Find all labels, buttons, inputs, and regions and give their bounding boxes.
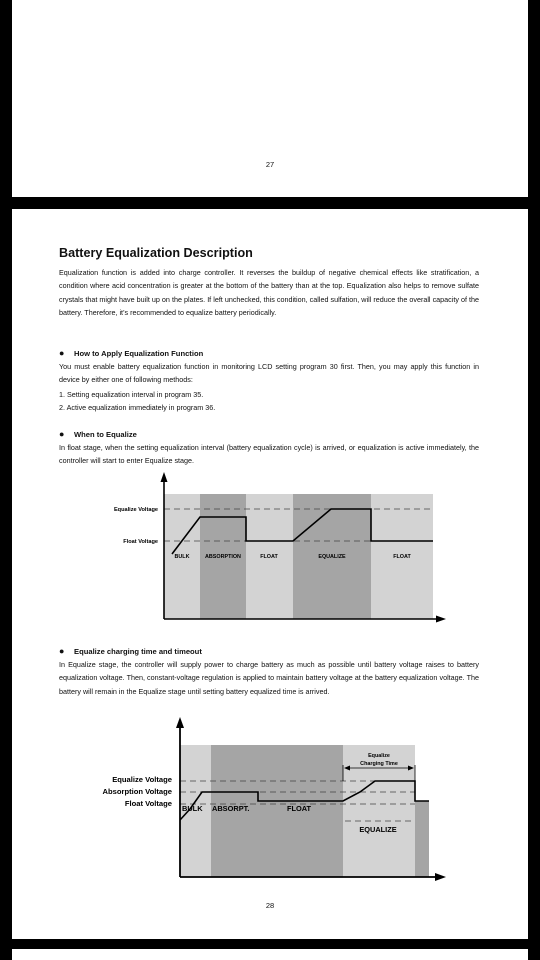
stage-label-float: FLOAT (260, 554, 278, 560)
y-axis-arrow-icon (161, 472, 168, 482)
when-to-equalize-paragraph: In float stage, when the setting equalization interval (battery equalization cycle) is arrived, or equalization is active immediately, the controller will start to enter Equalize stage. (59, 443, 479, 466)
stage-label-bulk: BULK (174, 554, 190, 560)
charging-time-paragraph: In Equalize stage, the controller will supply power to charge battery as much as possible until battery voltage raises to battery equalization voltage. Then, constant-voltage regulation is applied to maintain battery voltage at the battery equalization voltage. The battery will remain in the Equalize stage until setting battery equalized time is arrived. (59, 660, 479, 696)
y2-label-equalize-voltage: Equalize Voltage (112, 775, 172, 784)
how-to-apply-paragraph: You must enable battery equalization function in monitoring LCD setting program 30 first. Then, you may apply this function in device by either one of following methods: (59, 362, 479, 385)
bullet-heading-text: When to Equalize (74, 430, 137, 439)
x-axis-arrow-icon (436, 616, 446, 623)
intro-paragraph: Equalization function is added into charge controller. It reverses the buildup of negative chemical effects like stratification, a condition where acid concentration is greater at the bottom of the battery than at the top. Equalization also helps to remove sulfate crystals that might have built up on the plates. If left unchecked, this condition, called sulfation, will reduce the overall capacity of the battery. Therefore, it’s recommended to equalize battery periodically. (59, 268, 479, 318)
stage-label-equalize: EQUALIZE (318, 554, 346, 560)
stage2-label-float: FLOAT (286, 804, 312, 813)
diagram-equalize-stages (12, 209, 528, 939)
x-axis-2-arrow-icon (435, 873, 446, 881)
y2-label-absorption-voltage: Absorption Voltage (102, 787, 172, 796)
bullet-icon: ● (59, 348, 65, 358)
stage-label-absorption: ABSORPTION (205, 554, 241, 560)
bullet-icon: ● (59, 429, 65, 439)
section-title: Battery Equalization Description (59, 246, 253, 260)
stage-label-float-2: FLOAT (393, 554, 411, 560)
document-page-27 (12, 0, 528, 197)
page-number: 27 (265, 160, 275, 169)
document-page-28 (12, 209, 528, 939)
y2-label-float-voltage: Float Voltage (124, 799, 172, 808)
stage2-bg-after (415, 801, 429, 877)
method-item-1: 1. Setting equalization interval in program 35. (59, 390, 204, 399)
page-number: 28 (265, 901, 275, 910)
stage2-label-bulk: BULK (182, 804, 203, 813)
bullet-icon: ● (59, 646, 65, 656)
y-label-float-voltage: Float Voltage (123, 539, 158, 545)
method-item-2: 2. Active equalization immediately in program 36. (59, 403, 216, 412)
charging-time-label-2: Charging Time (360, 761, 398, 767)
charging-time-label-1: Equalize (368, 753, 390, 759)
document-page-next (12, 949, 528, 960)
y-axis-2-arrow-icon (176, 717, 184, 728)
y-label-equalize-voltage: Equalize Voltage (113, 507, 158, 513)
bullet-heading-charging-time (59, 646, 202, 656)
bullet-heading-text: How to Apply Equalization Function (74, 349, 204, 358)
stage2-label-equalize: EQUALIZE (359, 825, 397, 834)
bullet-heading-text: Equalize charging time and timeout (74, 647, 202, 656)
stage2-label-absorpt: ABSORPT. (212, 804, 250, 813)
